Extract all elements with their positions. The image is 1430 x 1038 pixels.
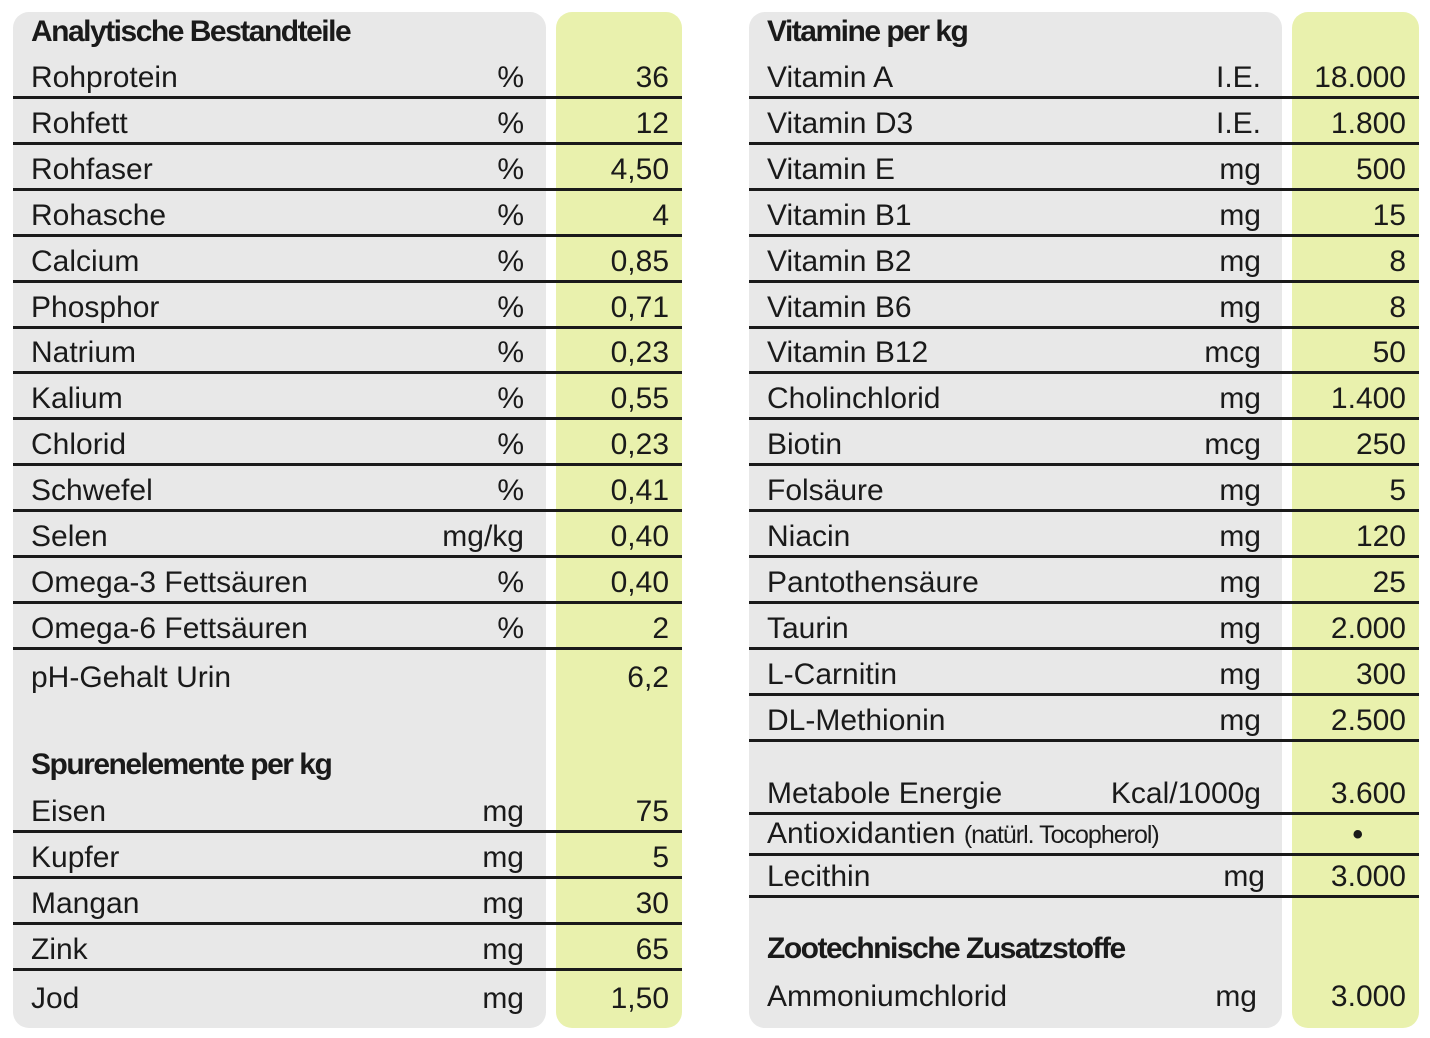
nutrient-value: 36 (635, 61, 669, 94)
nutrient-unit: mg (482, 795, 524, 828)
lecithin-row (749, 856, 1419, 898)
nutrient-value: 6,2 (627, 660, 669, 694)
vitamin-row (749, 239, 1419, 283)
nutrient-name: Metabole Energie (767, 777, 1003, 810)
nutrient-unit: mg (1219, 152, 1261, 186)
nutrient-name: Kupfer (31, 840, 120, 874)
nutrient-unit: % (497, 106, 524, 140)
nutrient-name: Zink (31, 932, 88, 966)
nutrient-name: Schwefel (31, 474, 153, 508)
nutrient-value: 5 (1389, 474, 1406, 508)
section-title-vitamins: Vitamine per kg (767, 15, 968, 48)
analytic-row (13, 147, 682, 191)
nutrient-name: Vitamin A (767, 61, 894, 94)
nutrient-name: L-Carnitin (767, 657, 898, 691)
analytic-row (13, 376, 682, 420)
nutrient-name: Chlorid (31, 428, 127, 462)
nutrient-value: 0,40 (610, 565, 669, 599)
vitamin-row (749, 285, 1419, 329)
nutrient-note: (natürl. Tocopherol) (963, 821, 1159, 849)
nutrient-name: Mangan (31, 886, 140, 920)
nutrient-value: 1.800 (1330, 106, 1406, 140)
nutrient-unit: mg (1219, 290, 1261, 324)
nutrient-name: Eisen (31, 795, 107, 828)
nutrient-unit: mg (1219, 565, 1261, 599)
nutrient-unit: % (497, 61, 524, 94)
nutrient-value: 2.000 (1330, 611, 1406, 645)
nutrient-name: Jod (31, 981, 80, 1015)
nutrient-name: Omega-6 Fettsäuren (31, 611, 308, 645)
nutrient-unit: mg/kg (442, 520, 524, 553)
analytic-row (13, 468, 682, 512)
nutrient-value: 15 (1372, 198, 1406, 232)
nutrient-unit: % (497, 152, 524, 186)
nutrient-unit: mg (1223, 860, 1265, 893)
nutrient-name: Taurin (767, 611, 849, 645)
nutrient-unit: mg (1219, 520, 1261, 553)
nutrient-unit: % (497, 428, 524, 462)
nutrient-value: 0,41 (610, 474, 669, 508)
nutrient-name: Cholinchlorid (767, 382, 941, 416)
nutrient-name: Vitamin B6 (767, 290, 912, 324)
nutrient-name: Rohfaser (31, 152, 153, 186)
nutrient-value: 0,40 (610, 520, 669, 553)
nutrient-unit: I.E. (1215, 61, 1261, 94)
nutrient-unit: % (497, 474, 524, 508)
nutrient-name: Rohprotein (31, 61, 178, 94)
nutrient-value: 250 (1355, 428, 1406, 462)
nutrient-value: 3.000 (1330, 980, 1406, 1013)
nutrient-value: 3.000 (1330, 860, 1406, 893)
nutrient-name: Selen (31, 520, 108, 553)
nutrient-name: Rohfett (31, 106, 128, 140)
analytic-row (13, 422, 682, 466)
nutrient-value: 12 (635, 106, 669, 140)
nutrient-value: 50 (1372, 336, 1406, 370)
nutrient-name: Kalium (31, 382, 123, 416)
vitamin-row (749, 606, 1419, 650)
nutrient-value: 5 (652, 840, 669, 874)
nutrient-value: 75 (635, 795, 669, 828)
nutrient-value: 2 (652, 611, 669, 645)
nutrient-name: Niacin (767, 520, 851, 553)
analytic-row (13, 514, 682, 558)
trace-row (13, 927, 682, 971)
nutrient-name: Omega-3 Fettsäuren (31, 565, 308, 599)
nutrient-name: Ammoniumchlorid (767, 980, 1008, 1013)
vitamin-row (749, 55, 1419, 99)
nutrient-value: • (1352, 818, 1363, 851)
nutrient-unit: mg (1219, 703, 1261, 737)
nutrient-unit: % (497, 336, 524, 370)
nutrient-value: 120 (1355, 520, 1406, 553)
analytic-row (13, 101, 682, 145)
vitamin-row (749, 422, 1419, 466)
nutrient-name: pH-Gehalt Urin (31, 660, 232, 694)
nutrient-name: Vitamin B1 (767, 198, 912, 232)
nutrient-value: 65 (635, 932, 669, 966)
analytic-row (13, 193, 682, 237)
nutrient-name: Pantothensäure (767, 565, 979, 599)
nutrient-name: Natrium (31, 336, 137, 370)
nutrient-value: 3.600 (1330, 777, 1406, 810)
nutrient-name: Vitamin E (767, 152, 895, 186)
nutrient-unit: mcg (1204, 336, 1261, 370)
vitamin-row (749, 193, 1419, 237)
section-title-analytic: Analytische Bestandteile (31, 15, 351, 48)
nutrient-name: Vitamin D3 (767, 106, 914, 140)
nutrient-value: 0,85 (610, 244, 669, 278)
nutrient-value: 2.500 (1330, 703, 1406, 737)
nutrient-value: 500 (1355, 152, 1406, 186)
antioxidant-row (749, 815, 1419, 856)
nutrient-value: 1,50 (610, 981, 669, 1015)
nutrient-unit: mg (482, 886, 524, 920)
nutrient-name: Rohasche (31, 198, 167, 232)
nutrient-value: 4 (652, 198, 669, 232)
nutrient-unit: mg (1219, 474, 1261, 508)
vitamin-row (749, 330, 1419, 374)
analytic-row (13, 239, 682, 283)
nutrient-value: 300 (1355, 657, 1406, 691)
nutrient-value: 18.000 (1314, 61, 1406, 94)
nutrient-value: 0,23 (610, 428, 669, 462)
nutrient-value: 0,23 (610, 336, 669, 370)
zootechnical-row (749, 975, 1419, 1015)
analytic-row (13, 55, 682, 99)
nutrient-name (767, 816, 1159, 853)
nutrient-unit: mg (1215, 980, 1257, 1013)
nutrient-unit: mg (482, 932, 524, 966)
vitamin-row (749, 376, 1419, 420)
nutrient-unit: mcg (1204, 428, 1261, 462)
nutrient-unit: mg (1219, 657, 1261, 691)
nutrient-name: Vitamin B12 (767, 336, 929, 370)
nutrient-unit: % (497, 198, 524, 232)
nutrient-unit: I.E. (1215, 106, 1261, 140)
nutrient-value: 30 (635, 886, 669, 920)
nutrient-unit: mg (1219, 244, 1261, 278)
nutrient-name: DL-Methionin (767, 703, 946, 737)
nutrient-name: Folsäure (767, 474, 884, 508)
vitamin-row (749, 698, 1419, 742)
nutrient-value: 0,71 (610, 290, 669, 324)
nutrient-unit: % (497, 565, 524, 599)
energy-row (749, 771, 1419, 815)
nutrient-value: 1.400 (1330, 382, 1406, 416)
nutrient-unit: mg (482, 840, 524, 874)
nutrient-unit: mg (1219, 382, 1261, 416)
nutrient-unit: mg (1219, 611, 1261, 645)
nutrient-name: Lecithin (767, 860, 871, 893)
nutrient-name: Biotin (767, 428, 843, 462)
section-title-trace: Spurenelemente per kg (31, 748, 332, 781)
nutrient-value: 8 (1389, 290, 1406, 324)
nutrient-name: Phosphor (31, 290, 160, 324)
nutrient-value: 25 (1372, 565, 1406, 599)
nutrient-value: 4,50 (610, 152, 669, 186)
vitamin-row (749, 101, 1419, 145)
vitamin-row (749, 514, 1419, 558)
nutrient-unit: mg (482, 981, 524, 1015)
nutrient-name-text: Antioxidantien (767, 817, 956, 850)
nutrient-unit: % (497, 382, 524, 416)
trace-row (13, 973, 682, 1017)
vitamin-row (749, 468, 1419, 512)
trace-row (13, 789, 682, 833)
nutrient-unit: % (497, 611, 524, 645)
trace-row (13, 835, 682, 879)
trace-row (13, 881, 682, 925)
analytic-row (13, 560, 682, 604)
analytic-row (13, 606, 682, 650)
analytic-row (13, 285, 682, 329)
vitamin-row (749, 652, 1419, 696)
nutrient-name: Calcium (31, 244, 140, 278)
analytic-row (13, 652, 682, 696)
analytic-row (13, 330, 682, 374)
nutrient-unit: % (497, 290, 524, 324)
vitamin-row (749, 147, 1419, 191)
nutrient-unit: Kcal/1000g (1110, 777, 1261, 810)
vitamin-row (749, 560, 1419, 604)
nutrient-value: 0,55 (610, 382, 669, 416)
nutrient-unit: mg (1219, 198, 1261, 232)
nutrient-value: 8 (1389, 244, 1406, 278)
nutrient-name: Vitamin B2 (767, 244, 912, 278)
section-title-zootechnical: Zootechnische Zusatzstoffe (767, 932, 1125, 965)
nutrient-unit: % (497, 244, 524, 278)
